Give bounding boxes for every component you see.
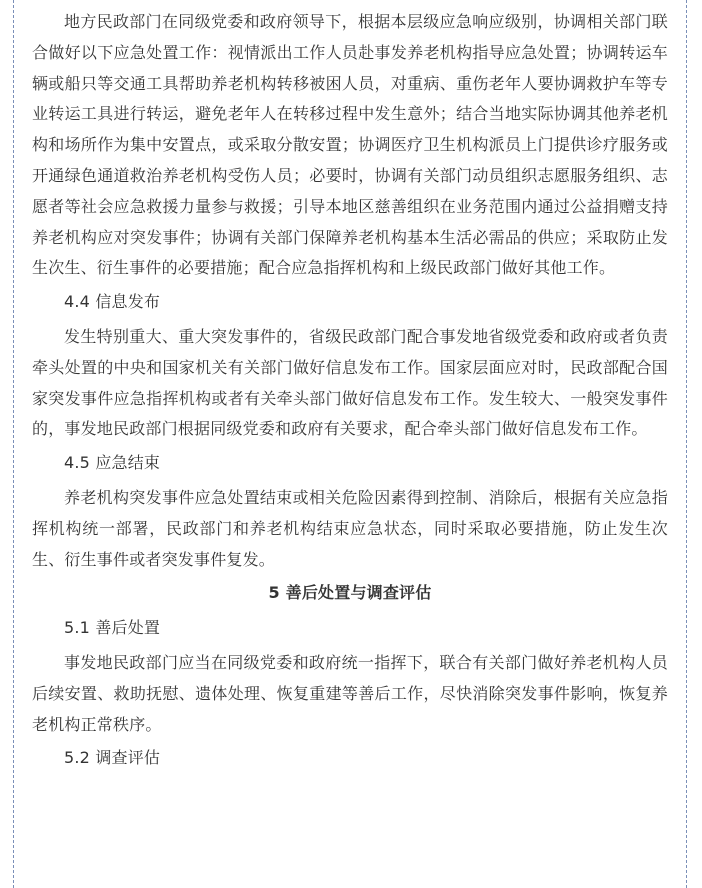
paragraph-aftermath: 事发地民政部门应当在同级党委和政府统一指挥下，联合有关部门做好养老机构人员后续安置、救助抚慰、遗体处理、恢复重建等善后工作，尽快消除突发事件影响，恢复养老机构正常秩序。 <box>32 652 668 734</box>
heading-4-4: 4.4 信息发布 <box>64 292 161 312</box>
heading-5-2: 5.2 调查评估 <box>64 748 161 768</box>
paragraph-info-release: 发生特别重大、重大突发事件的，省级民政部门配合事发地省级党委和政府或者负责牵头处置的中央和国家机关有关部门做好信息发布工作。国家层面应对时，民政部配合国家突发事件应急指挥机构或者有关牵头部门做好信息发布工作。发生较大、一般突发事件的，事发地民政部门根据同级党委和政府有关要求，配合牵头部门做好信息发布工作。 <box>32 326 668 439</box>
heading-4-5: 4.5 应急结束 <box>64 453 161 473</box>
paragraph-local-dept-measures: 地方民政部门在同级党委和政府领导下，根据本层级应急响应级别，协调相关部门联合做好以下应急处置工作：视情派出工作人员赴事发养老机构指导应急处置；协调转运车辆或船只等交通工具帮助养老机构转移被困人员，对重病、重伤老年人要协调救护车等专业转运工具进行转运，避免老年人在转移过程中发生意外；结合当地实际协调其他养老机构和场所作为集中安置点，或采取分散安置；协调医疗卫生机构派员上门提供诊疗服务或开通绿色通道救治养老机构受伤人员；必要时，协调有关部门动员组织志愿服务组织、志愿者等社会应急救援力量参与救援；引导本地区慈善组织在业务范围内通过公益捐赠支持养老机构应对突发事件；协调有关部门保障养老机构基本生活必需品的供应；采取防止发生次生、衍生事件的必要措施；配合应急指挥机构和上级民政部门做好其他工作。 <box>32 12 668 278</box>
paragraph-emergency-end: 养老机构突发事件应急处置结束或相关危险因素得到控制、消除后，根据有关应急指挥机构统一部署，民政部门和养老机构结束应急状态，同时采取必要措施，防止发生次生、衍生事件或者突发事件复发。 <box>32 487 668 569</box>
section-5-title: 5 善后处置与调查评估 <box>268 583 432 603</box>
document-body <box>32 7 668 778</box>
heading-5-1: 5.1 善后处置 <box>64 618 161 638</box>
